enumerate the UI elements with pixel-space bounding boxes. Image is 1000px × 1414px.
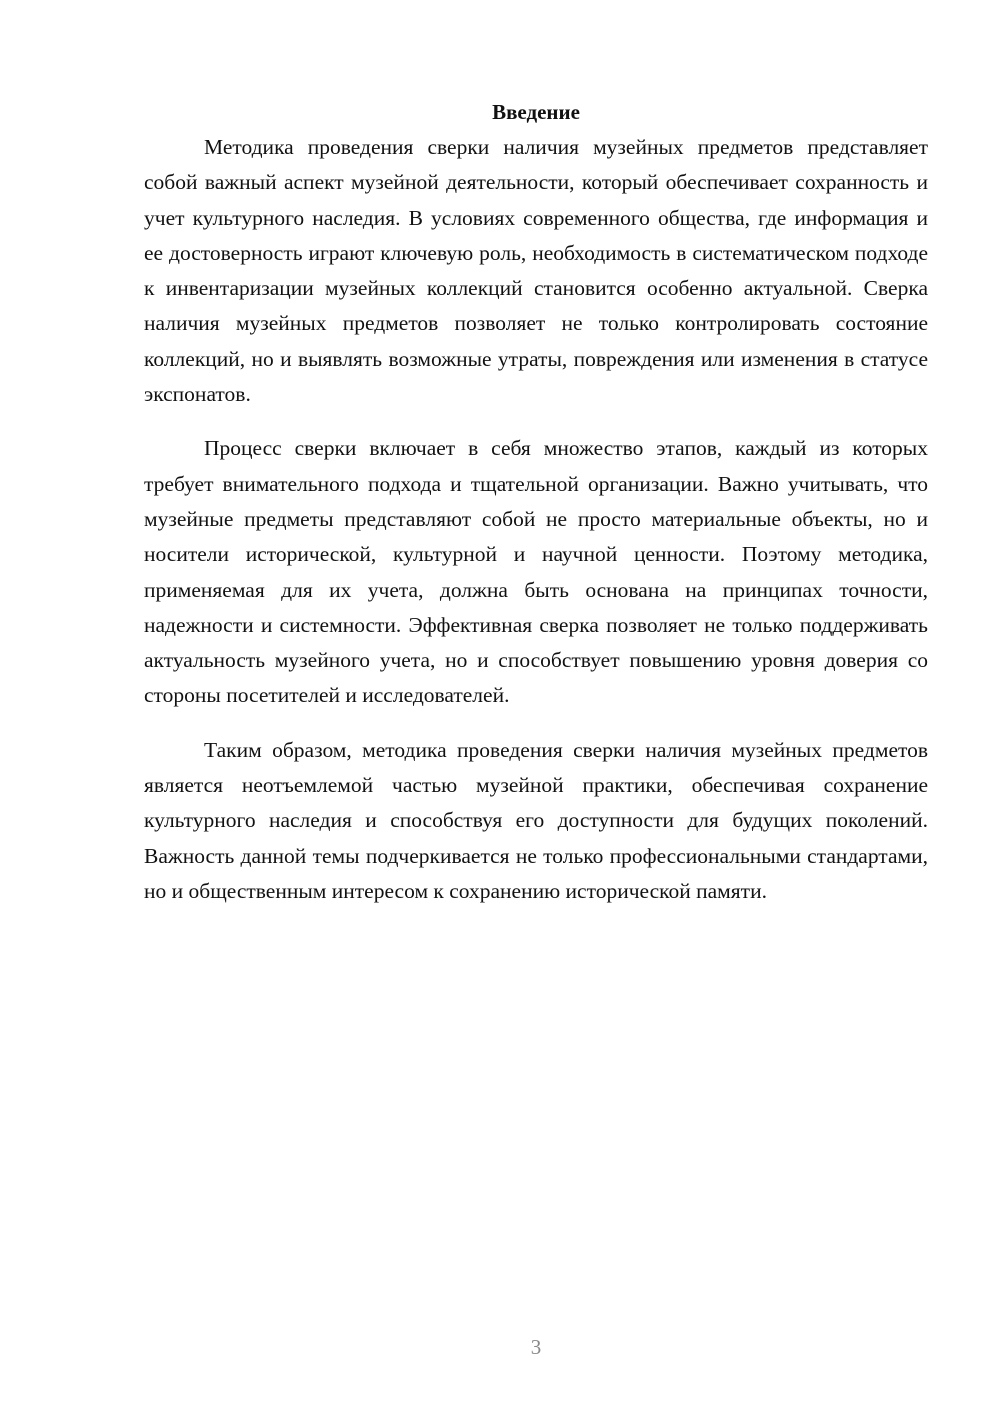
- page-number: 3: [530, 1335, 542, 1359]
- paragraph-3: Таким образом, методика проведения сверки наличия музейных предметов является неотъемлемой частью музейной практики, обеспечивая сохранение культурного наследия и способствуя его доступности для будущих поколений. Важность данной темы подчеркивается не только профессиональными стандартами, но и общественным интересом к сохранению исторической памяти.: [144, 737, 928, 903]
- page-content: [144, 96, 928, 909]
- section-title: Введение: [492, 100, 580, 124]
- paragraph-2: Процесс сверки включает в себя множество этапов, каждый из которых требует внимательного подхода и тщательной организации. Важно учитывать, что музейные предметы представляют собой не просто материальные объекты, но и носители исторической, культурной и научной ценности. Поэтому методика, применяемая для их учета, должна быть основана на принципах точности, надежности и системности. Эффективная сверка позволяет не только поддерживать актуальность музейного учета, но и способствует повышению уровня доверия со стороны посетителей и исследователей.: [144, 436, 928, 708]
- paragraph-1: Методика проведения сверки наличия музейных предметов представляет собой важный аспект музейной деятельности, который обеспечивает сохранность и учет культурного наследия. В условиях современного общества, где информация и ее достоверность играют ключевую роль, необходимость в систематическом подходе к инвентаризации музейных коллекций становится особенно актуальной. Сверка наличия музейных предметов позволяет не только контролировать состояние коллекций, но и выявлять возможные утраты, повреждения или изменения в статусе экспонатов.: [144, 135, 928, 407]
